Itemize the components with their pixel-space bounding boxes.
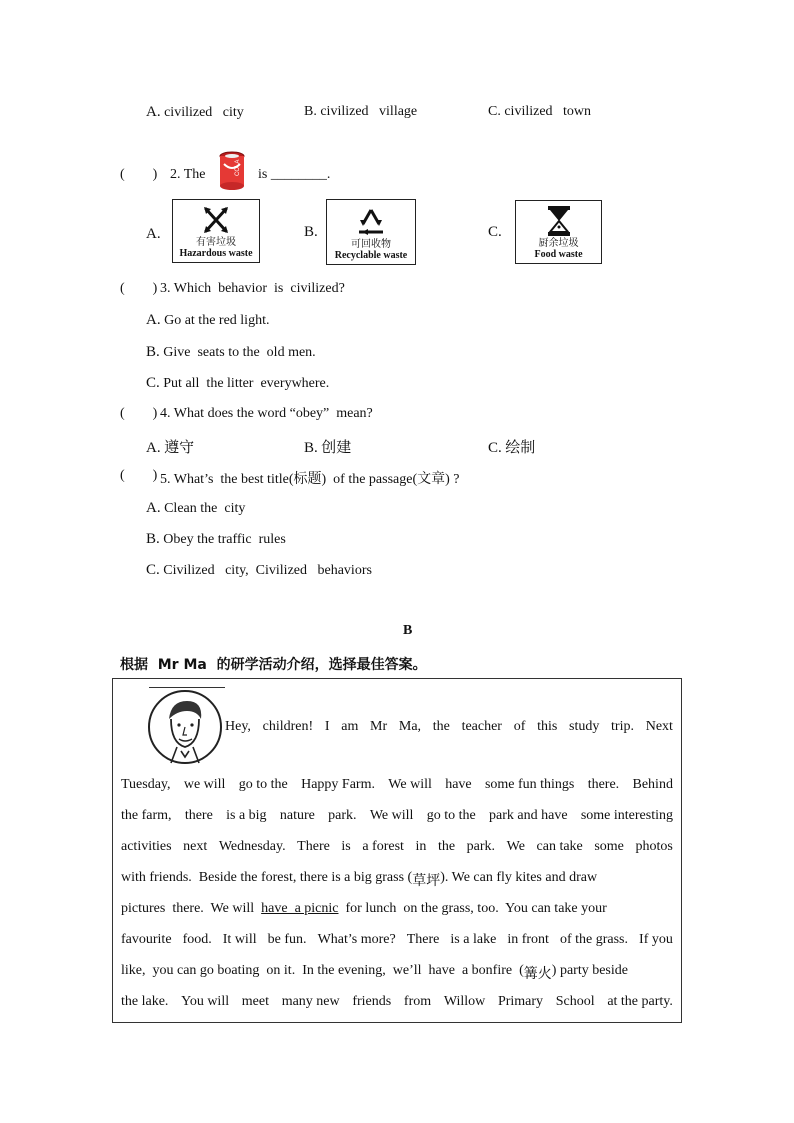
passage-word: many new: [281, 994, 340, 1009]
passage-word: It will: [222, 932, 257, 947]
passage-word: some: [594, 839, 624, 854]
recyclable-waste-sign[interactable]: [326, 199, 416, 265]
q3-option-b-letter: B.: [146, 344, 160, 360]
passage-word: park.: [328, 808, 357, 823]
q4-option-b-text: 创建: [321, 438, 352, 456]
recycle-icon: [354, 207, 388, 237]
q3-option-a-text: Go at the red light.: [164, 313, 270, 328]
passage-word: School: [555, 994, 595, 1009]
passage-word: the: [437, 839, 456, 854]
hazardous-waste-icon: [196, 205, 236, 235]
q4-option-c-letter: C.: [488, 440, 502, 456]
passage-word: have: [445, 777, 472, 792]
passage-word: nature: [279, 808, 315, 823]
passage-word: What’s more?: [317, 932, 396, 947]
passage-word: meet: [241, 994, 270, 1009]
q2-option-a-letter[interactable]: A.: [146, 226, 161, 242]
q1-option-a-text: civilized city: [164, 105, 244, 120]
passage-word: we will: [183, 777, 226, 792]
passage-word: You will: [181, 994, 230, 1009]
passage-word: of: [513, 719, 526, 734]
q3-option-a-letter: A.: [146, 312, 161, 328]
q3-option-a[interactable]: [146, 312, 269, 329]
passage-word: be fun.: [267, 932, 307, 947]
passage-word: activities: [121, 839, 172, 854]
passage-word: park and have: [489, 808, 568, 823]
passage-word: Next: [645, 719, 673, 734]
passage-word: next: [183, 839, 208, 854]
passage-word: some interesting: [580, 808, 673, 823]
q5-option-a[interactable]: [146, 500, 245, 517]
passage-word: from: [403, 994, 432, 1009]
passage-line-9: [121, 994, 673, 1010]
passage-line-7: [121, 932, 673, 948]
q5-option-b-letter: B.: [146, 531, 160, 547]
mr-ma-portrait: [147, 689, 223, 765]
passage-word: children!: [262, 719, 314, 734]
q4-option-c[interactable]: [488, 436, 535, 457]
q4-stem: 4. What does the word “obey” mean?: [160, 406, 373, 421]
portrait-top-rule: [149, 687, 225, 688]
passage-line-1: [225, 719, 673, 735]
passage-word: Mr: [370, 719, 388, 734]
passage-box: [112, 678, 682, 1023]
q4-answer-paren[interactable]: ( ): [120, 406, 158, 421]
passage-word: am: [341, 719, 359, 734]
q1-option-c[interactable]: C. civilized town: [488, 104, 592, 119]
passage-word: is a lake: [450, 932, 497, 947]
picnic-underlined-phrase: have a picnic: [261, 901, 339, 916]
passage-word: Wednesday.: [218, 839, 286, 854]
passage-line-2: [121, 777, 673, 793]
q5-stem: 5. What’s the best title(标题) of the passage(文章) ?: [160, 471, 460, 487]
q1-option-b[interactable]: B. civilized village: [304, 104, 418, 119]
food-waste-sign[interactable]: [515, 200, 602, 264]
recyclable-waste-cn: 可回收物: [351, 239, 391, 250]
food-waste-cn: 厨余垃圾: [538, 238, 579, 249]
passage-line-5: with friends. Beside the forest, there is a big grass ( 草坪 ). We can fly kites and draw: [121, 870, 598, 889]
q2-option-c-letter[interactable]: C.: [488, 224, 502, 240]
q4-option-c-text: 绘制: [505, 438, 536, 456]
passage-word: a forest: [362, 839, 404, 854]
passage-word: go to the: [426, 808, 476, 823]
passage-word: There: [297, 839, 330, 854]
passage-word: the lake.: [121, 994, 169, 1009]
passage-word: there: [184, 808, 213, 823]
q3-stem: 3. Which behavior is civilized?: [160, 281, 345, 296]
passage-word: in front: [507, 932, 549, 947]
passage-word: Hey,: [225, 719, 251, 734]
passage-word: We will: [388, 777, 432, 792]
q2-option-b-letter[interactable]: B.: [304, 224, 318, 240]
q2-stem-suffix: is ________.: [258, 167, 331, 182]
cola-can-image: [214, 150, 250, 192]
passage-line-3: [121, 808, 673, 824]
passage-word: Happy Farm.: [301, 777, 375, 792]
q3-option-b-text: Give seats to the old men.: [163, 345, 316, 360]
passage-word: of the grass.: [559, 932, 629, 947]
hazardous-waste-cn: 有害垃圾: [196, 237, 236, 248]
q4-option-a-letter: A.: [146, 440, 161, 456]
passage-word: Willow: [443, 994, 486, 1009]
passage-word: Behind: [632, 777, 673, 792]
passage-word: at the party.: [607, 994, 673, 1009]
passage-word: can take: [536, 839, 583, 854]
q5-option-a-text: Clean the city: [164, 501, 246, 516]
passage-word: food.: [182, 932, 212, 947]
recyclable-waste-en: Recyclable waste: [334, 250, 408, 261]
q4-option-b-letter: B.: [304, 440, 318, 456]
passage-word: the farm,: [121, 808, 172, 823]
passage-word: go to the: [238, 777, 288, 792]
passage-word: photos: [635, 839, 673, 854]
q4-option-b[interactable]: [304, 436, 351, 457]
passage-word: I: [324, 719, 330, 734]
q1-option-a[interactable]: [146, 104, 244, 121]
passage-word: trip.: [611, 719, 634, 734]
passage-word: this: [537, 719, 558, 734]
passage-word: We will: [369, 808, 414, 823]
passage-word: There: [406, 932, 440, 947]
passage-word: study: [569, 719, 600, 734]
q3-answer-paren[interactable]: ( ): [120, 281, 158, 296]
passage-word: teacher: [461, 719, 502, 734]
passage-word: If you: [639, 932, 673, 947]
q3-option-b[interactable]: [146, 344, 316, 361]
q4-option-a[interactable]: [146, 436, 194, 457]
passage-word: friends: [352, 994, 392, 1009]
q1-option-a-letter: A.: [146, 104, 161, 120]
passage-line-4: [121, 839, 673, 855]
passage-word: favourite: [121, 932, 172, 947]
hazardous-waste-sign[interactable]: [172, 199, 260, 263]
passage-word: Primary: [497, 994, 544, 1009]
q5-option-b[interactable]: [146, 531, 286, 548]
q3-option-c[interactable]: [146, 375, 329, 392]
cola-can-label: COLA: [235, 159, 241, 176]
hazardous-waste-en: Hazardous waste: [179, 248, 253, 259]
section-b-instruction: 根据 Mr Ma 的研学活动介绍，选择最佳答案。: [120, 657, 427, 673]
passage-word: Ma,: [398, 719, 422, 734]
passage-word: Tuesday,: [121, 777, 171, 792]
passage-word: park.: [466, 839, 496, 854]
passage-word: some fun things: [484, 777, 575, 792]
passage-word: there.: [587, 777, 620, 792]
q5-option-c[interactable]: [146, 562, 372, 579]
q5-option-c-text: Civilized city, Civilized behaviors: [163, 563, 372, 578]
q5-option-c-letter: C.: [146, 562, 160, 578]
passage-word: is: [341, 839, 351, 854]
passage-line-8: like, you can go boating on it. In the evening, we’ll have a bonfire ( 篝火 ) party beside: [121, 963, 628, 982]
passage-line-6: pictures there. We will have a picnic for lunch on the grass, too. You can take your: [121, 901, 607, 916]
section-b-heading: B: [403, 623, 413, 638]
passage-word: We: [506, 839, 525, 854]
passage-word: is a big: [226, 808, 267, 823]
q3-option-c-letter: C.: [146, 375, 160, 391]
food-waste-en: Food waste: [534, 249, 583, 260]
q2-stem-prefix: 2. The: [170, 167, 206, 182]
q3-option-c-text: Put all the litter everywhere.: [163, 376, 330, 391]
q5-answer-paren[interactable]: ( ): [120, 468, 158, 483]
q4-option-a-text: 遵守: [164, 438, 195, 456]
food-waste-icon: [544, 205, 574, 237]
passage-word: the: [432, 719, 450, 734]
q2-answer-paren[interactable]: ( ): [120, 167, 158, 182]
passage-word: in: [415, 839, 427, 854]
q5-option-b-text: Obey the traffic rules: [163, 532, 286, 547]
q5-option-a-letter: A.: [146, 500, 161, 516]
